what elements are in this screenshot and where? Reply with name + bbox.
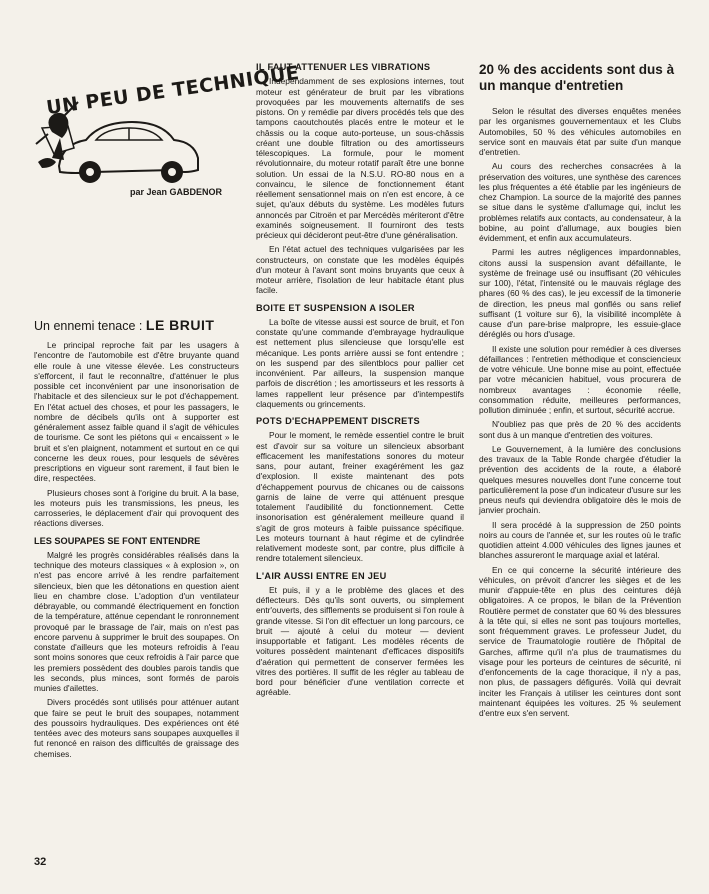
byline: par Jean GABDENOR — [130, 187, 223, 197]
section-heading: POTS D'ECHAPPEMENT DISCRETS — [256, 416, 420, 426]
headline-illustration — [34, 58, 301, 193]
section-heading: IL FAUT ATTENUER LES VIBRATIONS — [256, 62, 431, 72]
section-subhead — [34, 317, 214, 333]
column-1 — [34, 340, 239, 763]
section-heading: LES SOUPAPES SE FONT ENTENDRE — [34, 535, 201, 546]
subhead-main: LE BRUIT — [145, 317, 215, 333]
paragraph: Divers procédés sont utilisés pour atténuer autant que faire se peut le bruit des soupapes, notamment des poussoirs hydrauliques. Des expériences ont été tentées avec des moteurs sans soupapes auxquelles il fut renoncé en raison des difficultés de graissage des chemises. — [34, 697, 239, 759]
column-2 — [256, 62, 464, 702]
paragraph: Malgré les progrès considérables réalisés dans la technique des moteurs classiques « à explosion », on n'est pas encore arrivé à les rendre parfaitement silencieux, bien que les détonations en question aient lieu en chambre close. L'adoption d'un ventilateur débrayable, ou commandé électriquement en fonction de la température, atténue cependant le ronronnement provoqué par le brassage de l'air, mais on n'est pas encore parvenu à supprimer le bruit des soupapes. On constate d'ailleurs que les moteurs refroidis à l'eau sont moins sonores que ceux refroidis à l'air parce que les premiers possèdent des doubles parois tandis que les seconds, plus minces, sont formés de parois munies d'ailettes. — [34, 549, 239, 693]
article-headline: 20 % des accidents sont dus à un manque d'entretien — [479, 62, 675, 93]
section-heading: BOITE ET SUSPENSION A ISOLER — [256, 302, 415, 313]
paragraph: Il existe une solution pour remédier à ces diverses défaillances : l'entretien méthodique et consciencieux de votre véhicule. Une bonne mise au point, effectuée par votre mécanicien habituel, vous procurera de nombreux avantages : économie réelle, consommation réduite, meilleures performances, pollution diminuée ; enfin, et surtout, sécurité accrue. — [479, 343, 681, 415]
paragraph: Indépendamment de ses explosions internes, tout moteur est générateur de bruit par les vibrations provoquées par les mouvements alternatifs de ses pistons. On y remédie par divers procédés tels que des tampons caoutchoutés placés entre le moteur et le châssis ou la coque auto-porteuse, un sous-châssis créant une double filtration ou des amortisseurs télescopiques. La formule, pour le moment révolutionnaire, du moteur rotatif paraît être une bonne solution. Un essai de la N.S.U. RO-80 nous en a convaincu, le silence de fonctionnement étant réellement sensationnel mais on n'en est encore, à ce sujet, qu'aux débuts du système. Les modèles futurs annoncés par Citroën et par Mercédès mériteront d'être examinés soigneusement. Il fourniront des tests précieux qui décideront peut-être d'une généralisation. — [256, 76, 464, 240]
paragraph: N'oubliez pas que près de 20 % des accidents sont dus à un manque d'entretien des voitures. — [479, 419, 681, 440]
page-number: 32 — [34, 856, 47, 868]
headline-title: UN PEU DE TECHNIQUE — [45, 61, 301, 120]
paragraph: Au cours des recherches consacrées à la préservation des voitures, une synthèse des carences les plus fréquentes a été établie par les ingénieurs de chez Champion. La source de la majorité des pannes se situe dans le système d'allumage qui, inclut les problèmes relatifs aux contacts, au condensateur, à la bobine, au point d'allumage, aux bougies bien évidemment, et enfin aux accumulateurs. — [479, 161, 681, 243]
paragraph: En l'état actuel des techniques vulgarisées par les constructeurs, on constate que les modèles équipés d'un moteur à l'avant sont moins bruyants que ceux à moteur arrière, l'isolation de leur habitacle étant plus facile. — [256, 244, 464, 296]
paragraph: En ce qui concerne la sécurité intérieure des véhicules, on prévoit d'ancrer les sièges et de les munir d'appuie-tête en plus des ceintures déjà obligatoires. A ce propos, le bilan de la Prévention Routière permet de constater que 60 % des blessures à la tête qui, si elles ne sont pas toujours mortelles, sont fréquemment graves. Le professeur Judet, du service de Traumatologie routière de l'hôpital de Garches, affirme qu'il n'a plus de traumatismes du visage pour les porteurs de ceintures de sécurité, ni d'enfoncements de la cage thoracique, il n'y a pas, non plus, de passagers défigurés. Voilà qui devrait inciter les Français à utiliser les ceintures dont sont maintenant équipées les voitures. 25 % seulement d'entre eux s'en servent. — [479, 564, 681, 718]
paragraph: Et puis, il y a le problème des glaces et des déflecteurs. Dès qu'ils sont ouverts, ou simplement entr'ouverts, des sifflements se produisent si l'on roule à grande vitesse. Si l'on dit effectuer un long parcours, ce bruit — ajouté à celui du moteur — devient insupportable et fatigant. Les modèles récents de voitures possèdent maintenant d'efficaces dispositifs d'aération qui permettent de conserver fermées les vitres des portières. Il suffit de les régler au tableau de bord pour bénéficier d'une ventilation correcte et agréable. — [256, 584, 464, 698]
paragraph: Plusieurs choses sont à l'origine du bruit. A la base, les moteurs puis les transmissions, les pneus, les carrosseries, le déplacement d'air qui provoquent des réactions diverses. — [34, 487, 239, 529]
section-heading: L'AIR AUSSI ENTRE EN JEU — [256, 570, 387, 581]
subhead-prefix: Un ennemi tenace : — [34, 319, 143, 333]
paragraph: Il sera procédé à la suppression de 250 points noirs au cours de l'année et, sur les routes où le trafic quotidien atteint 4.000 véhicules des lignes jaunes et blanches assureront le marquage axial et latéral. — [479, 519, 681, 561]
paragraph: Parmi les autres négligences impardonnables, citons aussi la suspension avant défaillante, le système de freinage usé ou insuffisant (20 véhicules sur 100), l'état, l'intensité ou le mauvais réglage des phares (60 % des cas), le jeu excessif de la timonerie de direction, les pneus mal gonflés ou sans relief suffisant (1 voiture sur 6), la visibilité incomplète à cause d'un pare-brise malpropre, les essuie-glace déréglés ou hors d'usage. — [479, 247, 681, 340]
paragraph: Le Gouvernement, à la lumière des conclusions des travaux de la Table Ronde chargée d'étudier la prévention des accidents de la route, a élaboré quelques mesures nouvelles dont l'une concerne tout particulièrement la pose d'un indicateur d'usure sur les pneus neufs qui deviendra obligatoire dès le mois de janvier prochain. — [479, 443, 681, 516]
paragraph: La boîte de vitesse aussi est source de bruit, et l'on constate qu'une commande d'embrayage hydraulique est nettement plus silencieuse que lorsqu'elle est mécanique. Les ponts arrière aussi se font entendre ; on les suspend par des silentblocs pour pallier cet inconvénient. Par ailleurs, la suspension manque parfois de discrétion ; les amortisseurs et les ressorts à lames rappellent leur présence par d'intempestifs claquements ou grincements. — [256, 316, 464, 409]
paragraph: Le principal reproche fait par les usagers à l'encontre de l'automobile est d'être bruyante quand elle roule à une vitesse élevée. Les constructeurs s'efforcent, il faut le reconnaître, d'atténuer le plus possible cet inconvénient par une insonorisation de l'habitacle et des silencieux sur le pot d'échappement. En l'état actuel des choses, et pour les passagers, le nombre de décibels qu'ils ont à supporter est généralement assez faible quand il s'agit de véhicules de tourisme. Ce sont les piétons qui « encaissent » le bruit et s'en plaignent, notamment et surtout en ce qui concerne les deux roues, pour lesquels de sévères prescriptions en vigueur sont rarement, il faut bien le dire, respectées. — [34, 340, 239, 484]
paragraph: Selon le résultat des diverses enquêtes menées par les organismes gouvernementaux et les Clubs Automobiles, 50 % des véhicules automobiles en service sont en mauvais état par suite d'un manque d'entretien. — [479, 106, 681, 157]
paragraph: Pour le moment, le remède essentiel contre le bruit est d'avoir sur sa voiture un silencieux absorbant efficacement les manifestations sonores du moteur sans, pour autant, freiner exagérément les gaz d'explosion. Il existe maintenant des pots d'échappement pourvus de chicanes ou de caissons garnis de laine de verre qui atténuent presque totalement l'audibilité du fonctionnement. Cette insonorisation est généralement meilleure quand il s'agit de gros moteurs à faible puissance spécifique. Les moteurs tournant à haut régime et de cylindrée relativement modeste sont, par contre, plus difficile à rendre totalement silencieux. — [256, 430, 464, 564]
column-3 — [479, 62, 681, 722]
